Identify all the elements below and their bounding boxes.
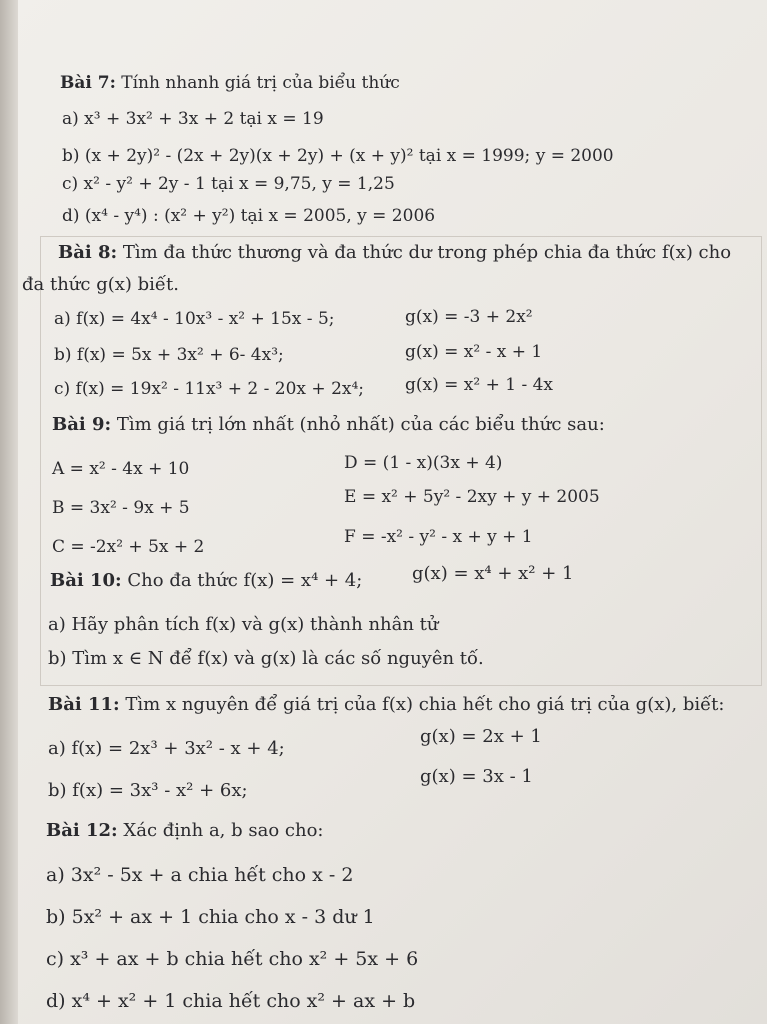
bai8-c-f: c) f(x) = 19x² - 11x³ + 2 - 20x + 2x⁴; [54, 379, 365, 399]
bai12-item-a: a) 3x² - 5x + a chia hết cho x - 2 [46, 864, 354, 886]
bai9-expr-E: E = x² + 5y² - 2xy + y + 2005 [344, 487, 600, 507]
bai9-label: Bài 9: [52, 414, 112, 435]
bai8-a-g: g(x) = -3 + 2x² [405, 307, 533, 327]
bai9-expr-A: A = x² - 4x + 10 [52, 459, 190, 479]
bai10-title-text: Cho đa thức f(x) = x⁴ + 4; [121, 570, 363, 591]
bai8-title-continued: đa thức g(x) biết. [22, 274, 179, 295]
bai8-title [58, 242, 731, 264]
bai9-title [52, 414, 605, 436]
bai11-title-text: Tìm x nguyên để giá trị của f(x) chia hết cho giá trị của g(x), biết: [119, 694, 725, 715]
bai11-a-g: g(x) = 2x + 1 [420, 726, 542, 747]
bai12-item-d: d) x⁴ + x² + 1 chia hết cho x² + ax + b [46, 990, 416, 1012]
bai11-b-f: b) f(x) = 3x³ - x² + 6x; [48, 780, 248, 801]
page-spine-shadow [0, 0, 18, 1024]
bai8-label: Bài 8: [58, 242, 118, 263]
bai8-b-g: g(x) = x² - x + 1 [405, 342, 543, 362]
bai10-g: g(x) = x⁴ + x² + 1 [412, 563, 574, 584]
bai7-title [60, 72, 400, 94]
bai7-label: Bài 7: [60, 73, 116, 93]
bai9-expr-D: D = (1 - x)(3x + 4) [344, 453, 503, 473]
bai7-item-c: c) x² - y² + 2y - 1 tại x = 9,75, y = 1,25 [62, 174, 395, 194]
bai8-title-text: Tìm đa thức thương và đa thức dư trong phép chia đa thức f(x) cho [117, 242, 732, 263]
bai12-label: Bài 12: [46, 820, 118, 841]
bai7-item-b: b) (x + 2y)² - (2x + 2y)(x + 2y) + (x + y)² tại x = 1999; y = 2000 [62, 146, 614, 166]
bai11-b-g: g(x) = 3x - 1 [420, 766, 533, 787]
bai8-b-f: b) f(x) = 5x + 3x² + 6- 4x³; [54, 345, 284, 365]
bai12-item-b: b) 5x² + ax + 1 chia cho x - 3 dư 1 [46, 906, 375, 928]
bai10-title [50, 570, 362, 592]
bai10-item-b: b) Tìm x ∈ N để f(x) và g(x) là các số nguyên tố. [48, 648, 484, 669]
bai12-title [46, 820, 323, 842]
bai9-expr-B: B = 3x² - 9x + 5 [52, 498, 190, 518]
bai7-title-text: Tính nhanh giá trị của biểu thức [115, 73, 400, 93]
bai9-expr-C: C = -2x² + 5x + 2 [52, 537, 205, 557]
bai7-item-a: a) x³ + 3x² + 3x + 2 tại x = 19 [62, 109, 324, 129]
bai10-label: Bài 10: [50, 570, 122, 591]
bai12-item-c: c) x³ + ax + b chia hết cho x² + 5x + 6 [46, 948, 419, 970]
bai10-item-a: a) Hãy phân tích f(x) và g(x) thành nhân tử [48, 614, 439, 635]
bai7-item-d: d) (x⁴ - y⁴) : (x² + y²) tại x = 2005, y = 2006 [62, 206, 436, 226]
bai8-c-g: g(x) = x² + 1 - 4x [405, 375, 554, 395]
bai12-title-text: Xác định a, b sao cho: [117, 820, 324, 841]
bai9-expr-F: F = -x² - y² - x + y + 1 [344, 527, 533, 547]
bai8-a-f: a) f(x) = 4x⁴ - 10x³ - x² + 15x - 5; [54, 309, 335, 329]
bai11-label: Bài 11: [48, 694, 120, 715]
bai11-title [48, 694, 724, 716]
bai11-a-f: a) f(x) = 2x³ + 3x² - x + 4; [48, 738, 285, 759]
bai9-title-text: Tìm giá trị lớn nhất (nhỏ nhất) của các biểu thức sau: [111, 414, 605, 435]
